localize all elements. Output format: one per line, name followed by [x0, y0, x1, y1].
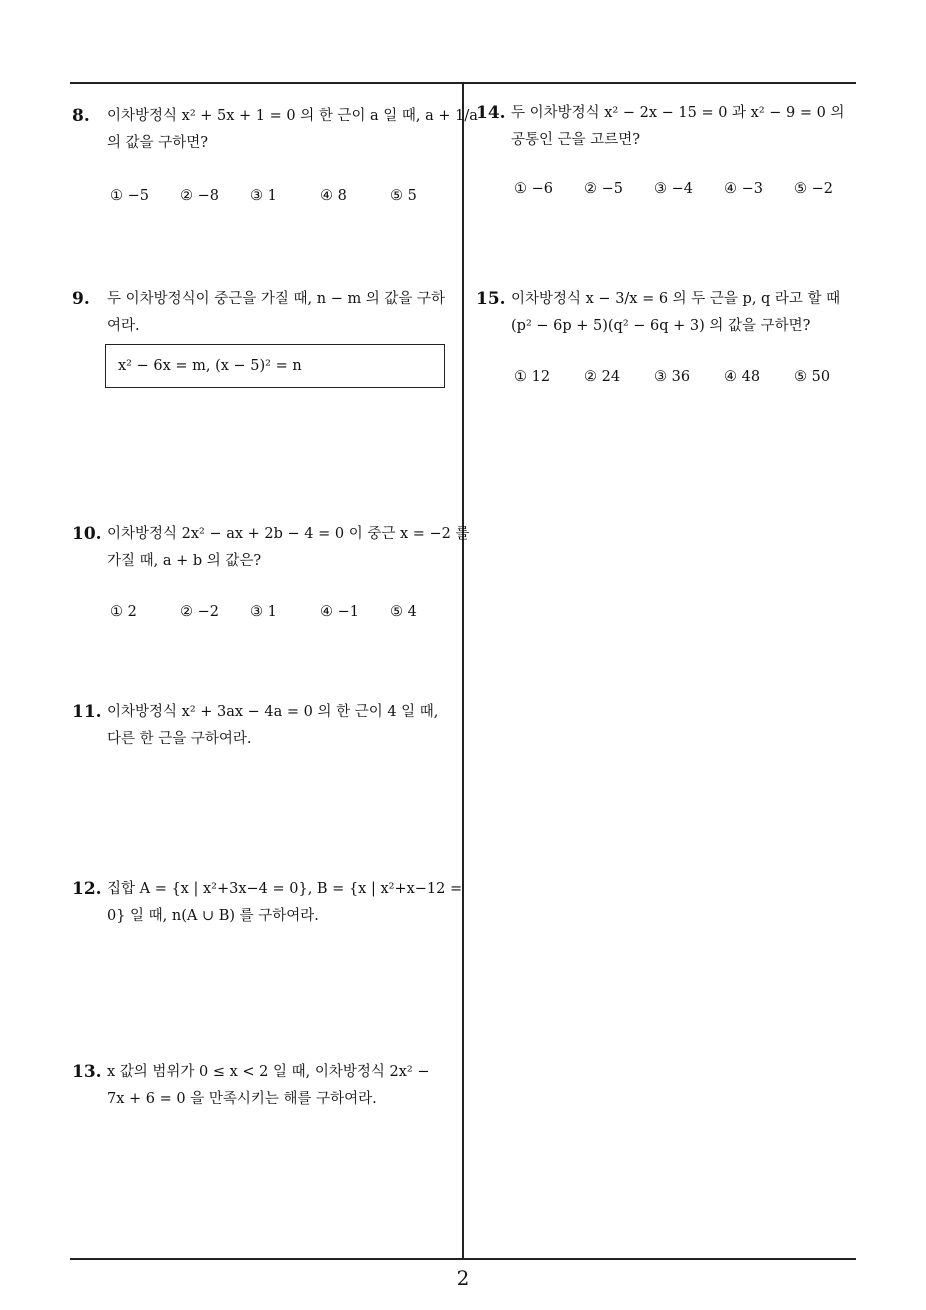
column-divider	[462, 83, 464, 1258]
problem-number: 13.	[72, 1062, 102, 1082]
choice-5[interactable]: ⑤ 4	[390, 604, 417, 620]
choice-4[interactable]: ④ 48	[724, 369, 761, 385]
problem-number: 10.	[72, 524, 102, 544]
problem-text-line: 여라.	[107, 318, 140, 334]
problem-text-line: 공통인 근을 고르면?	[511, 132, 641, 148]
choice-3[interactable]: ③ 1	[250, 188, 277, 204]
bottom-rule	[70, 1258, 856, 1260]
problem-text-line: x 값의 범위가 0 ≤ x < 2 일 때, 이차방정식 2x² −	[107, 1064, 430, 1080]
choice-3[interactable]: ③ 1	[250, 604, 277, 620]
equation-box: x² − 6x = m, (x − 5)² = n	[105, 344, 445, 388]
problem-number: 15.	[476, 289, 506, 309]
problem-text-line: 이차방정식 2x² − ax + 2b − 4 = 0 이 중근 x = −2 를	[107, 526, 470, 542]
problem-text-line: 집합 A = {x | x²+3x−4 = 0}, B = {x | x²+x−12 =	[107, 881, 463, 897]
problem-number: 8.	[72, 106, 90, 126]
choice-5[interactable]: ⑤ −2	[794, 181, 833, 197]
choice-3[interactable]: ③ −4	[654, 181, 693, 197]
problem-text-line: 의 값을 구하면?	[107, 135, 209, 151]
problem-number: 14.	[476, 103, 506, 123]
choice-2[interactable]: ② −8	[180, 188, 219, 204]
problem-text-line: 다른 한 근을 구하여라.	[107, 731, 252, 747]
choice-3[interactable]: ③ 36	[654, 369, 691, 385]
problem-text-line: 가질 때, a + b 의 값은?	[107, 553, 262, 569]
choice-5[interactable]: ⑤ 50	[794, 369, 831, 385]
problem-number: 9.	[72, 289, 90, 309]
choice-1[interactable]: ① −5	[110, 188, 149, 204]
problem-text-line: 두 이차방정식 x² − 2x − 15 = 0 과 x² − 9 = 0 의	[511, 105, 845, 121]
problem-text-line: 0} 일 때, n(A ∪ B) 를 구하여라.	[107, 908, 319, 924]
choice-4[interactable]: ④ −1	[320, 604, 359, 620]
choice-4[interactable]: ④ −3	[724, 181, 763, 197]
choice-1[interactable]: ① 12	[514, 369, 551, 385]
problem-number: 11.	[72, 702, 102, 722]
page-number: 2	[456, 1266, 470, 1290]
problem-number: 12.	[72, 879, 102, 899]
problem-text-line: 이차방정식 x − 3/x = 6 의 두 근을 p, q 라고 할 때	[511, 291, 841, 307]
choice-2[interactable]: ② −2	[180, 604, 219, 620]
choice-4[interactable]: ④ 8	[320, 188, 347, 204]
problem-text-line: 7x + 6 = 0 을 만족시키는 해를 구하여라.	[107, 1091, 377, 1107]
choice-1[interactable]: ① 2	[110, 604, 137, 620]
problem-text-line: 이차방정식 x² + 3ax − 4a = 0 의 한 근이 4 일 때,	[107, 704, 439, 720]
choice-1[interactable]: ① −6	[514, 181, 553, 197]
problem-text-line: 이차방정식 x² + 5x + 1 = 0 의 한 근이 a 일 때, a + 1/a	[107, 108, 478, 124]
problem-text-line: (p² − 6p + 5)(q² − 6q + 3) 의 값을 구하면?	[511, 318, 811, 334]
choice-2[interactable]: ② −5	[584, 181, 623, 197]
choice-2[interactable]: ② 24	[584, 369, 621, 385]
problem-text-line: 두 이차방정식이 중근을 가질 때, n − m 의 값을 구하	[107, 291, 446, 307]
choice-5[interactable]: ⑤ 5	[390, 188, 417, 204]
